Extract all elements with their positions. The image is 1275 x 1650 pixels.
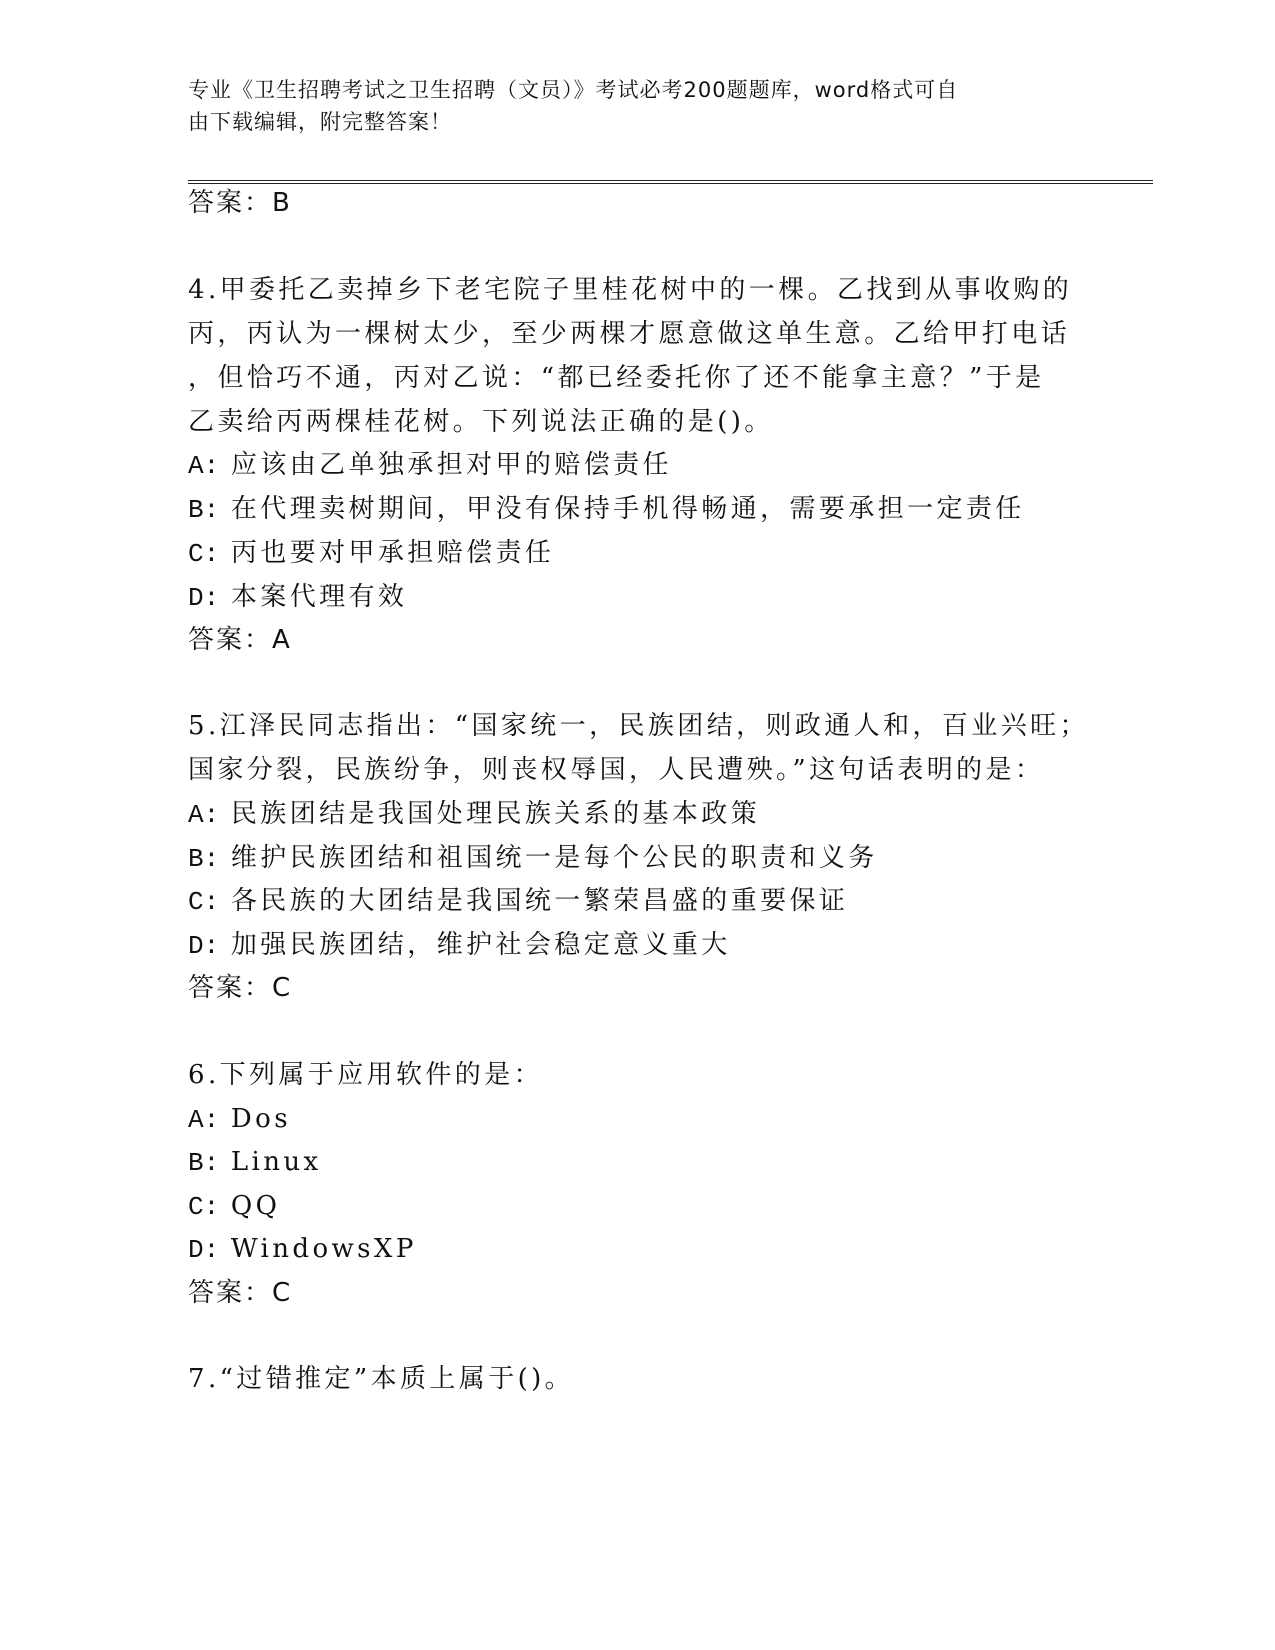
- question-6-stem-line-1: 6.下列属于应用软件的是：: [188, 1060, 544, 1090]
- header-line-1: 专业《卫生招聘考试之卫生招聘（文员）》考试必考200题题库，word格式可自: [188, 78, 959, 102]
- option-label: A:: [188, 451, 220, 481]
- option-text: 维护民族团结和祖国统一是每个公民的职责和义务: [230, 843, 878, 873]
- option-text: Dos: [230, 1104, 291, 1134]
- answer-line: 答案：B: [188, 188, 292, 218]
- question-4-answer: 答案：A: [188, 625, 292, 655]
- question-5-option-b: [188, 841, 878, 876]
- question-4-stem-line-3: ，但恰巧不通，丙对乙说：“都已经委托你了还不能拿主意？”于是: [188, 363, 1045, 393]
- option-label: B:: [188, 495, 220, 525]
- option-text: 民族团结是我国处理民族关系的基本政策: [230, 799, 761, 829]
- question-4-stem-line-1: 4.甲委托乙卖掉乡下老宅院子里桂花树中的一棵。乙找到从事收购的: [188, 275, 1073, 305]
- option-label: D:: [188, 583, 220, 613]
- question-6-option-a: [188, 1102, 291, 1137]
- option-label: D:: [188, 931, 220, 961]
- option-label: C:: [188, 539, 220, 569]
- question-5-answer: 答案：C: [188, 973, 293, 1003]
- option-label: B:: [188, 844, 220, 874]
- question-4-option-d: [188, 580, 407, 615]
- question-6-option-b: [188, 1145, 322, 1180]
- question-7-stem-line-1: 7.“过错推定”本质上属于()。: [188, 1364, 575, 1394]
- question-6-option-c: [188, 1189, 280, 1224]
- question-4-option-a: [188, 448, 672, 483]
- question-5-option-c: [188, 884, 848, 919]
- option-label: B:: [188, 1148, 220, 1178]
- option-text: 在代理卖树期间，甲没有保持手机得畅通，需要承担一定责任: [230, 494, 1025, 524]
- header-divider: [188, 180, 1153, 184]
- option-text: 丙也要对甲承担赔偿责任: [230, 538, 555, 568]
- question-4-stem-line-4: 乙卖给丙两棵桂花树。下列说法正确的是()。: [188, 407, 774, 437]
- option-label: C:: [188, 1192, 220, 1222]
- option-text: 加强民族团结，维护社会稳定意义重大: [230, 930, 731, 960]
- option-text: Linux: [230, 1147, 322, 1177]
- question-4-option-c: [188, 536, 554, 571]
- question-5-option-a: [188, 797, 760, 832]
- question-5-stem-line-1: 5.江泽民同志指出：“国家统一，民族团结，则政通人和，百业兴旺；: [188, 711, 1089, 741]
- question-4-option-b: [188, 492, 1025, 527]
- option-text: QQ: [230, 1191, 281, 1221]
- document-header: [188, 74, 1068, 138]
- option-label: A:: [188, 1105, 220, 1135]
- header-line-2: 由下载编辑，附完整答案！: [188, 110, 452, 134]
- option-text: 各民族的大团结是我国统一繁荣昌盛的重要保证: [230, 886, 849, 916]
- option-label: C:: [188, 887, 220, 917]
- question-5-option-d: [188, 928, 731, 963]
- question-6-answer: 答案：C: [188, 1278, 293, 1308]
- option-text: 本案代理有效: [230, 582, 408, 612]
- question-6-option-d: [188, 1232, 417, 1267]
- option-label: A:: [188, 800, 220, 830]
- option-text: WindowsXP: [230, 1234, 417, 1264]
- question-5-stem-line-2: 国家分裂，民族纷争，则丧权辱国，人民遭殃。”这句话表明的是：: [188, 755, 1045, 785]
- option-text: 应该由乙单独承担对甲的赔偿责任: [230, 450, 672, 480]
- option-label: D:: [188, 1235, 220, 1265]
- question-4-stem-line-2: 丙，丙认为一棵树太少，至少两棵才愿意做这单生意。乙给甲打电话: [188, 319, 1071, 349]
